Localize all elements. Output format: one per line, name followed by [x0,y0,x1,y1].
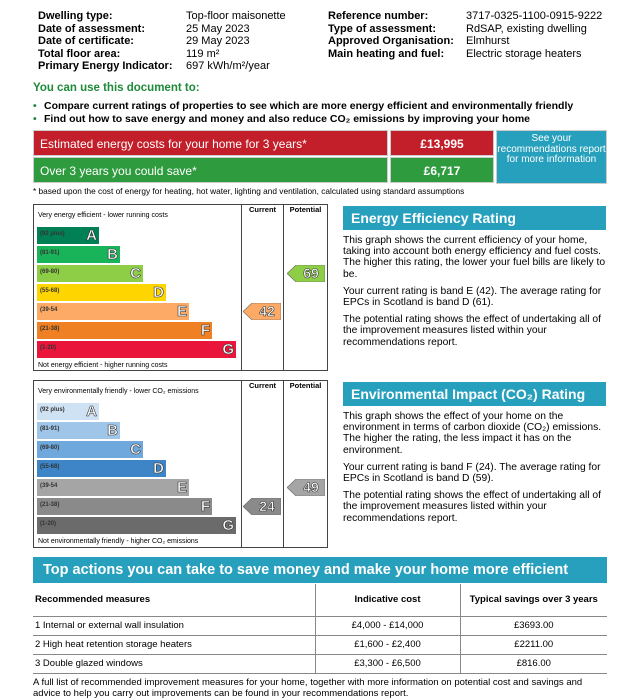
closing-note: A full list of recommended improvement measures for your home, together with more information on potential cost and savings and advice to help you carry out improvements can be found in your recommendations report. [33,677,583,699]
band-letter: B [107,246,118,263]
bullet-icon: • [33,112,37,125]
band-range: (92 plus) [40,231,65,237]
potential-header: Potential [289,205,322,214]
environmental-impact-chart [33,380,328,548]
detail-key: Total floor area: [38,47,121,60]
detail-row [38,23,638,36]
cost-footnote: * based upon the cost of energy for heating, hot water, lighting and ventilation, calculated using standard assumptions [33,186,465,196]
potential-rating-arrow [287,479,325,496]
band-range: (69-80) [40,269,60,275]
detail-value: Top-floor maisonette [186,10,286,22]
energy-text-paragraph: Your current rating is band E (42). The average rating for EPCs in Scotland is band D (61). [343,285,602,309]
detail-row [38,48,638,61]
detail-value: Elmhurst [466,35,510,47]
rating-band-g [37,341,236,358]
cost-cell: £3,300 - £6,500 [315,654,460,673]
chart-bottom-label: Not environmentally friendly - higher CO₂ emissions [38,538,199,545]
energy-rating-text [343,235,606,354]
potential-rating-arrow-value: 69 [303,265,319,281]
chart-top-label: Very energy efficient - lower running costs [38,212,168,219]
band-letter: B [107,422,118,439]
current-rating-arrow-value: 24 [259,498,275,514]
band-letter: F [200,498,210,515]
band-range: (21-38) [40,502,60,508]
environment-rating-title: Environmental Impact (CO₂) Rating [343,382,606,406]
band-range: (69-80) [40,445,60,451]
bullet-text: Find out how to save energy and money and also reduce CO₂ emissions by improving your home [44,112,531,125]
detail-key: Date of assessment: [38,22,145,35]
table-row [33,635,607,654]
rating-band-b [37,422,120,439]
current-rating-arrow [243,498,281,515]
bullet-icon: • [33,100,37,112]
detail-key: Date of certificate: [38,35,134,47]
detail-key: Reference number: [328,10,429,22]
detail-key: Type of assessment: [328,22,437,35]
band-range: (55-68) [40,288,60,294]
band-range: (1-20) [40,345,57,351]
measure-cell: 1 Internal or external wall insulation [33,616,315,635]
rating-band-f [37,498,212,515]
cost-cell: £1,600 - £2,400 [315,635,460,654]
band-letter: F [200,322,210,339]
band-letter: A [86,227,97,244]
detail-row [38,10,638,23]
column-header: Recommended measures [33,584,315,616]
saving-label: Over 3 years you could save* [33,157,388,183]
table-row [33,654,607,673]
rating-band-g [37,517,236,534]
savings-cell: £816.00 [460,654,607,673]
band-range: (21-38) [40,326,60,332]
energy-text-paragraph: This graph shows the current efficiency of your home, taking into account both energy efficiency and fuel costs. The higher this rating, the lower your fuel bills are likely to be. [343,235,606,280]
band-range: (39-54 [40,483,58,489]
potential-rating-arrow [287,265,325,282]
detail-value: 25 May 2023 [186,22,250,35]
current-column [241,205,284,370]
detail-row [38,60,638,73]
rating-band-b [37,246,120,263]
detail-value: 697 kWh/m²/year [186,60,270,72]
rating-band-e [37,303,189,320]
rating-band-c [37,441,143,458]
band-range: (81-91) [40,426,60,432]
use-bullets [33,100,573,125]
band-letter: D [153,460,164,477]
measure-cell: 3 Double glazed windows [33,654,315,673]
detail-value: 119 m² [186,47,220,60]
column-header: Typical savings over 3 years [460,584,607,616]
band-letter: C [130,441,141,458]
detail-key: Main heating and fuel: [328,47,445,60]
rating-band-f [37,322,212,339]
detail-row [38,35,638,48]
see-report-panel: See your recommendations report for more information [496,130,607,184]
band-letter: E [176,303,187,320]
chart-bottom-label: Not energy efficient - higher running costs [38,362,168,369]
band-range: (1-20) [40,521,57,527]
savings-cell: £2211.00 [460,635,607,654]
band-letter: A [86,403,97,420]
rating-band-d [37,284,166,301]
environment-text-paragraph: Your current rating is band F (24). The average rating for EPCs in Scotland is band D (59). [343,461,601,485]
bullet-item [33,113,573,126]
energy-text-paragraph: The potential rating shows the effect of undertaking all of the improvement measures listed within your recommendations report. [343,314,601,348]
current-column [241,381,284,547]
energy-cost-table [33,130,607,184]
detail-key: Primary Energy Indicator: [38,60,173,72]
rating-band-c [37,265,143,282]
recommended-measures-table [33,584,607,674]
cost-cell: £4,000 - £14,000 [315,616,460,635]
rating-band-a [37,403,99,420]
column-header: Indicative cost [315,584,460,616]
current-rating-arrow [243,303,281,320]
savings-cell: £3693.00 [460,616,607,635]
estimated-cost-value: £13,995 [390,130,494,156]
environment-rating-text [343,411,606,530]
table-row [33,616,607,635]
current-header: Current [248,205,277,214]
rating-band-e [37,479,189,496]
rating-band-d [37,460,166,477]
detail-key: Approved Organisation: [328,35,454,47]
band-letter: C [130,265,141,282]
band-letter: G [222,341,234,358]
band-range: (81-91) [40,250,60,256]
table-header-row [33,584,607,616]
bullet-item [33,100,573,113]
current-header: Current [248,381,277,390]
energy-rating-title: Energy Efficiency Rating [343,206,606,230]
chart-top-label: Very environmentally friendly - lower CO₂ emissions [38,388,199,395]
potential-header: Potential [289,381,322,390]
detail-value: RdSAP, existing dwelling [466,22,587,35]
band-range: (55-68) [40,464,60,470]
environment-text-paragraph: The potential rating shows the effect of undertaking all of the improvement measures listed within your recommendations report. [343,490,601,524]
rating-band-a [37,227,99,244]
measure-cell: 2 High heat retention storage heaters [33,635,315,654]
bullet-text: Compare current ratings of properties to see which are more energy efficient and environmentally friendly [44,100,574,112]
band-range: (92 plus) [40,407,65,413]
detail-value: Electric storage heaters [466,47,582,60]
estimated-cost-label: Estimated energy costs for your home for 3 years* [33,130,388,156]
band-letter: G [222,517,234,534]
band-letter: E [176,479,187,496]
saving-value: £6,717 [390,157,494,183]
use-document-title: You can use this document to: [33,82,200,94]
detail-value: 3717-0325-1100-0915-9222 [466,10,603,22]
potential-rating-arrow-value: 49 [303,479,319,495]
detail-value: 29 May 2023 [186,35,250,47]
detail-key: Dwelling type: [38,10,113,22]
band-range: (39-54 [40,307,58,313]
environment-text-paragraph: This graph shows the effect of your home on the environment in terms of carbon dioxide (CO₂) emissions. The higher the rating, the less impact it has on the environment. [343,411,602,456]
band-letter: D [153,284,164,301]
energy-efficiency-chart [33,204,328,371]
top-actions-title: Top actions you can take to save money and make your home more efficient [33,557,607,583]
current-rating-arrow-value: 42 [259,303,275,319]
